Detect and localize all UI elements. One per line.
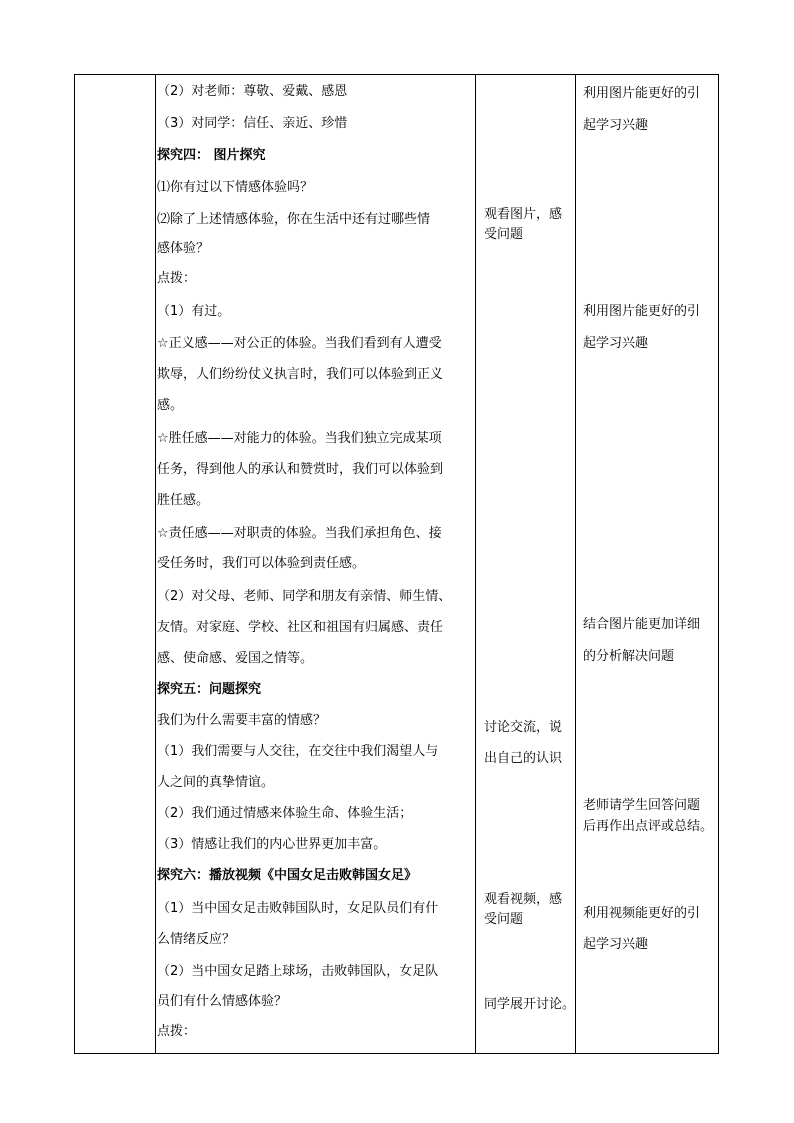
design-intent-line: 起学习兴趣 (583, 937, 649, 952)
content-line: 员们有什么情感体验？ (157, 994, 288, 1009)
content-line: （3）对同学：信任、亲近、珍惜 (157, 116, 348, 131)
design-intent-line: 利用视频能更好的引 (583, 906, 701, 921)
content-line: 感、使命感、爱国之情等。 (157, 651, 314, 666)
student-activity-line: 观看视频，感 (484, 892, 563, 907)
design-intent-line: 的分析解决问题 (583, 649, 675, 664)
content-line: 胜任感。 (157, 493, 210, 508)
content-line: （2）对父母、老师、同学和朋友有亲情、师生情、 (157, 589, 452, 604)
content-line: 感。 (157, 398, 184, 413)
design-intent-line: 起学习兴趣 (583, 118, 649, 133)
section-heading: 探究五：问题探究 (157, 682, 262, 697)
content-line: 点拨： (157, 271, 197, 286)
content-line: ☆正义感——对公正的体验。当我们看到有人遭受 (157, 336, 442, 351)
content-line: 感体验？ (157, 241, 210, 256)
column-divider (475, 75, 476, 1053)
student-activity-line: 受问题 (484, 912, 524, 927)
design-intent-line: 结合图片能更加详细 (583, 617, 701, 632)
content-line: 欺辱，人们纷纷仗义执言时，我们可以体验到正义 (157, 367, 444, 382)
content-line: ⑴你有过以下情感体验吗？ (157, 180, 314, 195)
content-line: （1）有过。 (157, 304, 231, 319)
section-heading: 探究四： 图片探究 (157, 148, 266, 163)
design-intent-line: 利用图片能更好的引 (583, 86, 701, 101)
design-intent-line: 后再作出点评或总结。 (583, 819, 714, 834)
student-activity-line: 同学展开讨论。 (484, 997, 576, 1012)
design-intent-line: 老师请学生回答问题 (583, 798, 701, 813)
content-line: （1）当中国女足击败韩国队时，女足队员们有什 (157, 901, 439, 916)
content-line: （3）情感让我们的内心世界更加丰富。 (157, 837, 387, 852)
content-line: 我们为什么需要丰富的情感？ (157, 713, 327, 728)
column-divider (155, 75, 156, 1053)
content-line: 点拨： (157, 1024, 197, 1039)
column-divider (575, 75, 576, 1053)
content-line: 任务，得到他人的承认和赞赏时，我们可以体验到 (157, 462, 444, 477)
content-line: 友情。对家庭、学校、社区和祖国有归属感、责任 (157, 620, 444, 635)
student-activity-line: 观看图片，感 (484, 207, 563, 222)
student-activity-line: 出自己的认识 (484, 751, 563, 766)
content-line: （2）我们通过情感来体验生命、体验生活； (157, 806, 413, 821)
design-intent-line: 利用图片能更好的引 (583, 304, 701, 319)
student-activity-line: 受问题 (484, 227, 524, 242)
content-line: ☆胜任感——对能力的体验。当我们独立完成某项 (157, 431, 442, 446)
content-line: ☆责任感——对职责的体验。当我们承担角色、接 (157, 526, 442, 541)
content-line: （2）当中国女足踏上球场，击败韩国队，女足队 (157, 964, 439, 979)
content-line: 受任务时，我们可以体验到责任感。 (157, 556, 366, 571)
student-activity-line: 讨论交流，说 (484, 720, 563, 735)
content-line: （1）我们需要与人交往，在交往中我们渴望人与 (157, 744, 439, 759)
content-line: （2）对老师：尊敬、爱戴、感恩 (157, 84, 348, 99)
design-intent-line: 起学习兴趣 (583, 336, 649, 351)
content-line: 人之间的真挚情谊。 (157, 775, 275, 790)
content-line: ⑵除了上述情感体验，你在生活中还有过哪些情 (157, 212, 431, 227)
section-heading: 探究六：播放视频《中国女足击败韩国女足》 (157, 868, 418, 883)
content-line: 么情绪反应？ (157, 932, 236, 947)
lesson-plan-table (74, 74, 719, 1054)
